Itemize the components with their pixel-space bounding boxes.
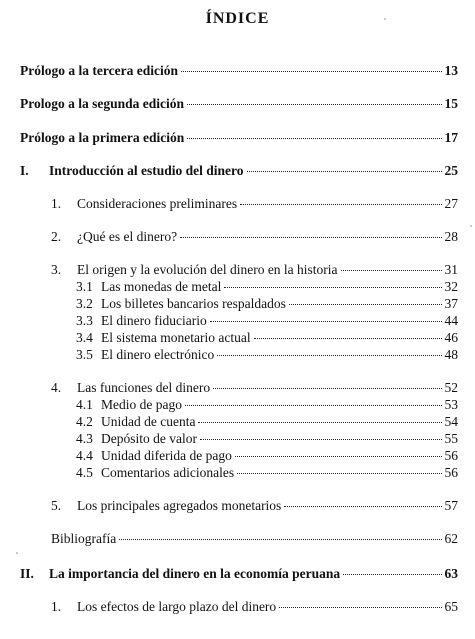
toc-entry-subsection-4-5[interactable]	[76, 465, 458, 481]
toc-entry-page: 27	[444, 196, 458, 211]
toc-entry-section-3[interactable]	[51, 262, 458, 278]
toc-entry-number: 3.3	[76, 313, 93, 328]
leader-dots	[181, 71, 442, 72]
toc-entry-subsection-4-2[interactable]	[76, 414, 458, 430]
toc-entry-page: 32	[444, 279, 458, 294]
toc-entry-page: 63	[444, 566, 458, 581]
toc-entry-label: La importancia del dinero en la economía peruana	[49, 566, 341, 581]
toc-entry-page: 46	[444, 330, 458, 345]
toc-entry-label: Unidad diferida de pago	[101, 448, 232, 463]
toc-entry-number: 4.5	[76, 465, 93, 480]
toc-entry-page: 37	[444, 296, 458, 311]
leader-dots	[200, 439, 442, 440]
toc-entry-label: Prólogo a la tercera edición	[20, 63, 178, 78]
toc-entry-label: Prólogo a la primera edición	[20, 130, 185, 145]
toc-entry-label: El dinero electrónico	[101, 347, 215, 362]
toc-entry-label: Introducción al estudio del dinero	[49, 163, 244, 178]
toc-entry-subsection-3-1[interactable]	[76, 279, 458, 295]
leader-dots	[198, 422, 441, 423]
toc-entry-page: 15	[444, 96, 458, 111]
toc-entry-number: 5.	[51, 498, 62, 513]
toc-entry-number: 1.	[51, 196, 62, 211]
toc-entry-label: Medio de pago	[101, 397, 182, 412]
leader-dots	[279, 607, 441, 608]
toc-entry-page: 17	[444, 130, 458, 145]
leader-dots	[289, 304, 442, 305]
toc-entry-number: 3.	[51, 262, 62, 277]
toc-entry-page: 28	[444, 229, 458, 244]
toc-entry-number: 3.2	[76, 296, 93, 311]
toc-entry-number: 2.	[51, 229, 62, 244]
toc-entry-label: Los efectos de largo plazo del dinero	[77, 599, 277, 614]
toc-entry-label: Depósito de valor	[101, 431, 197, 446]
toc-entry-prologo-primera[interactable]	[20, 130, 458, 146]
leader-dots	[210, 321, 442, 322]
toc-entry-chapter-2[interactable]	[20, 566, 458, 582]
toc-entry-page: 13	[444, 63, 458, 78]
toc-entry-label: Comentarios adicionales	[101, 465, 235, 480]
toc-entry-prologo-segunda[interactable]	[20, 96, 458, 112]
scan-speck	[470, 225, 472, 227]
toc-entry-section-5[interactable]	[51, 498, 458, 514]
toc-entry-page: 53	[444, 397, 458, 412]
toc-entry-number: 1.	[51, 599, 62, 614]
leader-dots	[284, 506, 441, 507]
toc-entry-page: 54	[444, 414, 458, 429]
leader-dots	[237, 473, 441, 474]
leader-dots	[254, 338, 442, 339]
toc-entry-page: 55	[444, 431, 458, 446]
toc-entry-label: El origen y la evolución del dinero en la historia	[77, 262, 338, 277]
leader-dots	[187, 104, 441, 105]
toc-entry-number: 4.4	[76, 448, 93, 463]
toc-entry-page: 44	[444, 313, 458, 328]
toc-entry-number: 4.	[51, 380, 62, 395]
toc-entry-subsection-3-5[interactable]	[76, 347, 458, 363]
toc-entry-page: 48	[444, 347, 458, 362]
toc-entry-subsection-4-4[interactable]	[76, 448, 458, 464]
leader-dots	[240, 204, 441, 205]
toc-entry-page: 62	[444, 531, 458, 546]
toc-entry-chapter-2-section-1[interactable]	[51, 599, 458, 615]
toc-entry-label: Bibliografía	[51, 531, 117, 546]
toc-entry-bibliografia[interactable]	[51, 531, 458, 547]
toc-entry-number: 4.1	[76, 397, 93, 412]
toc-entry-page: 56	[444, 465, 458, 480]
toc-entry-page: 52	[444, 380, 458, 395]
leader-dots	[224, 287, 441, 288]
leader-dots	[341, 270, 442, 271]
toc-entry-label: ¿Qué es el dinero?	[77, 229, 178, 244]
toc-entry-page: 57	[444, 498, 458, 513]
toc-entry-page: 31	[444, 262, 458, 277]
toc-entry-label: El sistema monetario actual	[101, 330, 251, 345]
toc-entry-section-2[interactable]	[51, 229, 458, 245]
toc-entry-subsection-3-3[interactable]	[76, 313, 458, 329]
toc-entry-number: 4.2	[76, 414, 93, 429]
toc-entry-label: Las monedas de metal	[101, 279, 222, 294]
toc-entry-label: Los billetes bancarios respaldados	[101, 296, 286, 311]
toc-entry-number: II.	[20, 566, 34, 581]
leader-dots	[185, 405, 442, 406]
leader-dots	[119, 539, 441, 540]
leader-dots	[247, 171, 442, 172]
toc-entry-number: 3.5	[76, 347, 93, 362]
leader-dots	[235, 456, 442, 457]
leader-dots	[180, 237, 441, 238]
toc-entry-subsection-3-4[interactable]	[76, 330, 458, 346]
toc-entry-label: Unidad de cuenta	[101, 414, 196, 429]
toc-entry-page: 25	[444, 163, 458, 178]
toc-entry-label: Consideraciones preliminares	[77, 196, 238, 211]
toc-entry-chapter-1[interactable]	[20, 163, 458, 179]
toc-entry-number: I.	[20, 163, 29, 178]
toc-entry-prologo-tercera[interactable]	[20, 63, 458, 79]
leader-dots	[213, 388, 441, 389]
toc-entry-section-4[interactable]	[51, 380, 458, 396]
scan-speck	[384, 18, 386, 20]
toc-entry-page: 56	[444, 448, 458, 463]
toc-entry-subsection-3-2[interactable]	[76, 296, 458, 312]
leader-dots	[343, 574, 441, 575]
toc-entry-section-1[interactable]	[51, 196, 458, 212]
leader-dots	[217, 355, 441, 356]
toc-entry-label: Prologo a la segunda edición	[20, 96, 185, 111]
toc-entry-label: El dinero fiduciario	[101, 313, 207, 328]
toc-entry-label: Los principales agregados monetarios	[77, 498, 282, 513]
page-title: ÍNDICE	[205, 10, 270, 27]
toc-entry-subsection-4-1[interactable]	[76, 397, 458, 413]
toc-entry-page: 65	[444, 599, 458, 614]
scan-speck	[16, 552, 18, 554]
leader-dots	[187, 138, 441, 139]
toc-entry-subsection-4-3[interactable]	[76, 431, 458, 447]
toc-entry-label: Las funciones del dinero	[77, 380, 211, 395]
toc-entry-number: 3.1	[76, 279, 93, 294]
toc-entry-number: 3.4	[76, 330, 93, 345]
toc-entry-number: 4.3	[76, 431, 93, 446]
